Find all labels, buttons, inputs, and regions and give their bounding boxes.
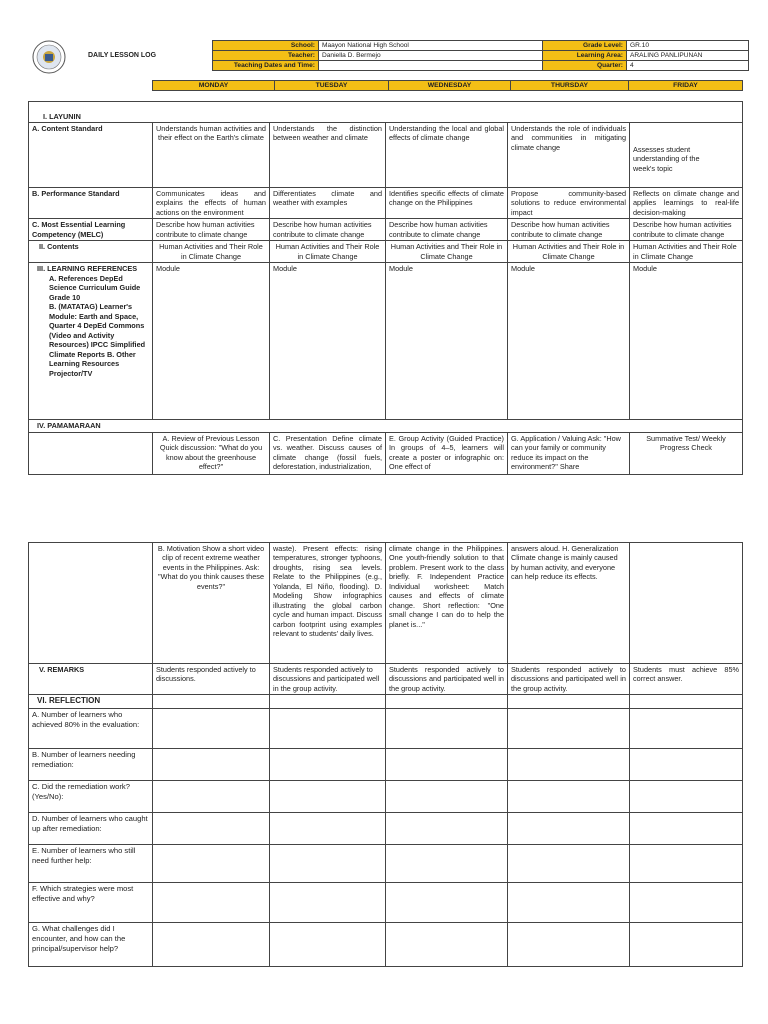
day-tuesday: TUESDAY: [275, 81, 389, 91]
references-thursday: Module: [508, 263, 630, 420]
teacher-value: Daniella D. Bermejo: [319, 51, 543, 61]
layunin-heading: I. LAYUNIN: [29, 102, 153, 123]
references-wednesday: Module: [386, 263, 508, 420]
remarks-label: V. REMARKS: [29, 664, 153, 695]
melc-monday: Describe how human activities contribute to climate change: [153, 219, 270, 241]
pamamaraan-label: IV. PAMAMARAAN: [29, 420, 153, 432]
reflection-item-d: D. Number of learners who caught up after remediation:: [29, 812, 153, 844]
grade-level-value: GR.10: [627, 41, 749, 51]
content-standard-label: A. Content Standard: [29, 123, 153, 188]
procedure-friday: Summative Test/ Weekly Progress Check: [630, 432, 743, 474]
day-wednesday: WEDNESDAY: [389, 81, 511, 91]
procedure-cont-wednesday: climate change in the Philippines. One youth-friendly solution to that problem. Present work to the class briefly. F. Independent Practice Individual worksheet: Match causes and effects of climate change. Short reflection: "One small change I can do to help the planet is...": [386, 543, 508, 664]
contents-monday: Human Activities and Their Role in Climate Change: [153, 241, 270, 263]
procedure-thursday: G. Application / Valuing Ask: "How can your family or community reduce its impact on the environment?" Share: [508, 432, 630, 474]
melc-friday: Describe how human activities contribute to climate change: [630, 219, 743, 241]
references-friday: Module: [630, 263, 743, 420]
remarks-tuesday: Students responded actively to discussions and participated well in the group activity.: [270, 664, 386, 695]
learning-area-label: Learning Area:: [543, 51, 627, 61]
remarks-wednesday: Students responded actively to discussions and participated well in the group activity.: [386, 664, 508, 695]
melc-thursday: Describe how human activities contribute to climate change: [508, 219, 630, 241]
references-monday: Module: [153, 263, 270, 420]
content-standard-wednesday: Understanding the local and global effects of climate change: [386, 123, 508, 188]
learning-area-value: ARALING PANLIPUNAN: [627, 51, 749, 61]
reflection-label: VI. REFLECTION: [29, 695, 153, 708]
day-friday: FRIDAY: [629, 81, 743, 91]
remarks-friday: Students must achieve 85% correct answer.: [630, 664, 743, 695]
contents-label: II. Contents: [29, 241, 153, 263]
content-standard-monday: Understands human activities and their effect on the Earth's climate: [153, 123, 270, 188]
reflection-item-g: G. What challenges did I encounter, and how can the principal/supervisor help?: [29, 922, 153, 966]
performance-standard-tuesday: Differentiates climate and weather with examples: [270, 188, 386, 219]
day-thursday: THURSDAY: [511, 81, 629, 91]
performance-standard-monday: Communicates ideas and explains the effects of human actions on the environment: [153, 188, 270, 219]
procedure-wednesday: E. Group Activity (Guided Practice) In groups of 4–5, learners will create a poster or infographic on: One effect of: [386, 432, 508, 474]
reference-item-b: B. (MATATAG) Learner's Module: Earth and Space, Quarter 4 DepEd Commons (Video and Activity Resources) IPCC Simplified Climate Reports B. Other Learning Resources Projector/TV: [49, 302, 146, 378]
header-info-table: [212, 40, 749, 71]
remarks-thursday: Students responded actively to discussions and participated well in the group activity.: [508, 664, 630, 695]
content-standard-thursday: Understands the role of individuals and communities in mitigating climate change: [508, 123, 630, 188]
reflection-item-b: B. Number of learners needing remediation:: [29, 748, 153, 780]
procedure-cont-friday: [630, 543, 743, 664]
quarter-label: Quarter:: [543, 61, 627, 71]
performance-standard-thursday: Propose community-based solutions to reduce environmental impact: [508, 188, 630, 219]
procedure-monday: A. Review of Previous Lesson Quick discussion: "What do you know about the greenhouse effect?": [153, 432, 270, 474]
remarks-monday: Students responded actively to discussions.: [153, 664, 270, 695]
reflection-item-c: C. Did the remediation work? (Yes/No):: [29, 780, 153, 812]
melc-tuesday: Describe how human activities contribute to climate change: [270, 219, 386, 241]
reflection-item-e: E. Number of learners who still need further help:: [29, 844, 153, 882]
daily-lesson-log-title: DAILY LESSON LOG: [88, 52, 157, 59]
procedure-tuesday: C. Presentation Define climate vs. weather. Discuss causes of climate change (fossil fuels, deforestation, industrialization,: [270, 432, 386, 474]
teaching-dates-label: Teaching Dates and Time:: [213, 61, 319, 71]
reflection-item-f: F. Which strategies were most effective and why?: [29, 882, 153, 922]
lesson-log-table-page-2: [28, 542, 743, 967]
content-standard-friday: Assesses student understanding of the week's topic: [630, 123, 743, 188]
performance-standard-wednesday: Identifies specific effects of climate change on the Philippines: [386, 188, 508, 219]
performance-standard-label: B. Performance Standard: [29, 188, 153, 219]
performance-standard-friday: Reflects on climate change and applies learnings to real-life decision-making: [630, 188, 743, 219]
contents-friday: Human Activities and Their Role in Climate Change: [630, 241, 743, 263]
teaching-dates-value: [319, 61, 543, 71]
lesson-log-table-page-1: [28, 101, 743, 475]
school-value: Maayon National High School: [319, 41, 543, 51]
learning-references-label: [29, 263, 153, 420]
reference-item-a: A. References DepEd Science Curriculum Guide Grade 10: [49, 273, 141, 302]
procedure-cont-monday: B. Motivation Show a short video clip of recent extreme weather events in the Philippines. Ask: "What do you think causes these events?": [153, 543, 270, 664]
school-label: School:: [213, 41, 319, 51]
procedure-cont-tuesday: waste). Present effects: rising temperatures, stronger typhoons, droughts, rising sea levels. Relate to the Philippines (e.g., Yolanda, El Niño, flooding). D. Modeling Show infographics illustrating the global carbon cycle and human impact. Discuss carbon footprint using examples relevant to students' daily lives.: [270, 543, 386, 664]
contents-tuesday: Human Activities and Their Role in Climate Change: [270, 241, 386, 263]
teacher-label: Teacher:: [213, 51, 319, 61]
contents-thursday: Human Activities and Their Role in Climate Change: [508, 241, 630, 263]
reflection-item-a: A. Number of learners who achieved 80% in the evaluation:: [29, 708, 153, 748]
grade-level-label: Grade Level:: [543, 41, 627, 51]
procedure-cont-thursday: answers aloud. H. Generalization Climate change is mainly caused by human activity, and everyone can help reduce its effects.: [508, 543, 630, 664]
references-heading: III. LEARNING REFERENCES: [37, 264, 138, 274]
quarter-value: 4: [627, 61, 749, 71]
deped-seal-logo: [32, 40, 66, 74]
weekday-header: [152, 80, 743, 91]
content-standard-tuesday: Understands the distinction between weather and climate: [270, 123, 386, 188]
contents-wednesday: Human Activities and Their Role in Climate Change: [386, 241, 508, 263]
melc-label: C. Most Essential Learning Competency (MELC): [29, 219, 153, 241]
references-tuesday: Module: [270, 263, 386, 420]
melc-wednesday: Describe how human activities contribute to climate change: [386, 219, 508, 241]
day-monday: MONDAY: [153, 81, 275, 91]
